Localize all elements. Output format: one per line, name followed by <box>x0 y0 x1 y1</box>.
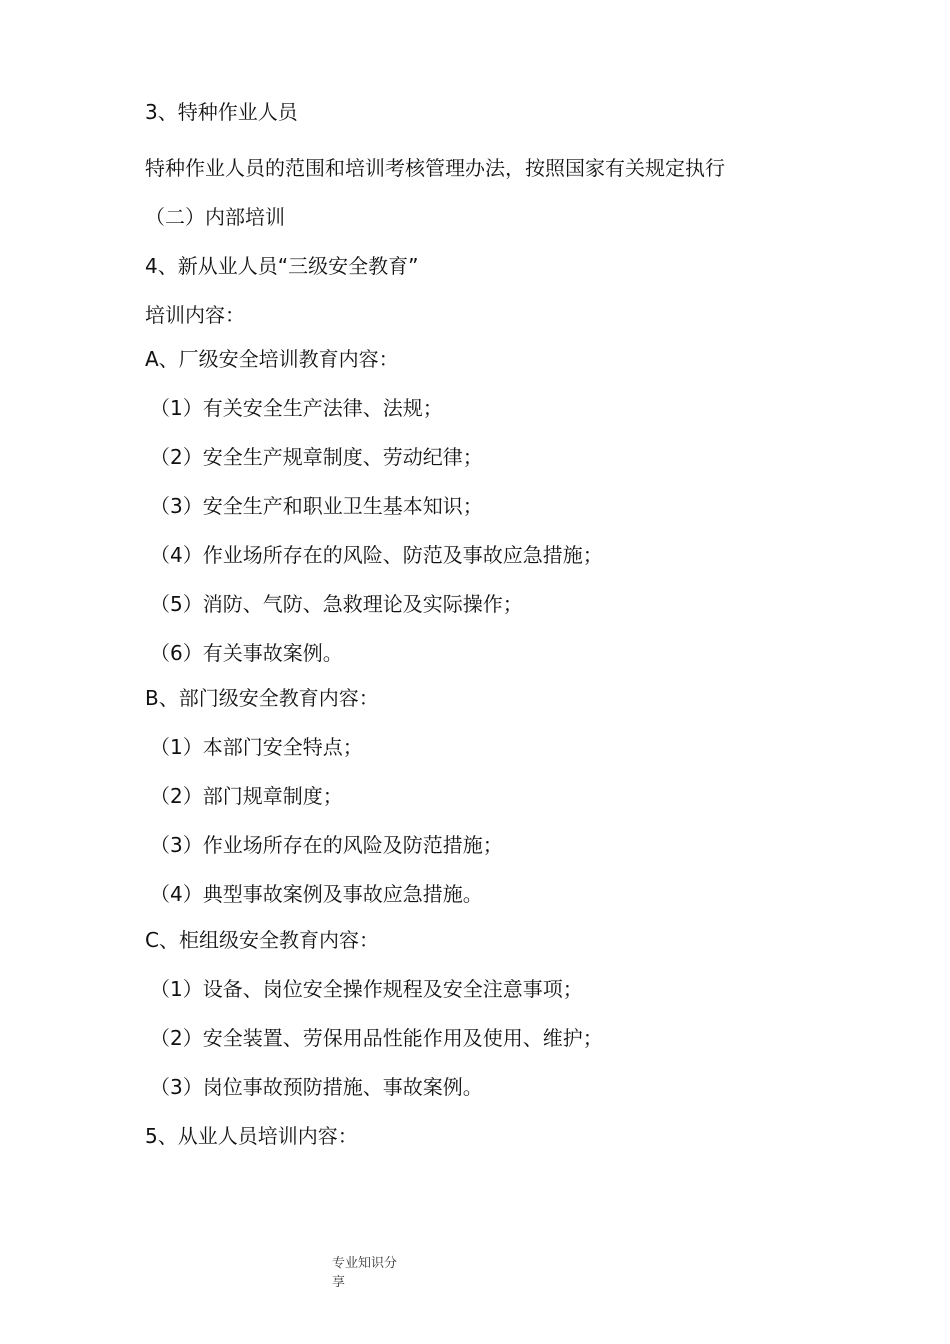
list-item: （1）本部门安全特点； <box>150 735 363 759</box>
list-item: （5）消防、气防、急救理论及实际操作； <box>150 592 523 616</box>
list-item: （3）作业场所存在的风险及防范措施； <box>150 833 503 857</box>
section-heading-5: 5、从业人员培训内容： <box>145 1124 358 1148</box>
list-item: （2）安全装置、劳保用品性能作用及使用、维护； <box>150 1026 603 1050</box>
list-item: （2）安全生产规章制度、劳动纪律； <box>150 445 483 469</box>
subheading-training-content: 培训内容： <box>145 303 245 327</box>
list-item: （4）典型事故案例及事故应急措施。 <box>150 882 483 906</box>
section-heading-3: 3、特种作业人员 <box>145 100 298 124</box>
page-footer: 专业知识分享 <box>332 1256 398 1290</box>
list-item: （4）作业场所存在的风险、防范及事故应急措施； <box>150 543 603 567</box>
paragraph-text: 特种作业人员的范围和培训考核管理办法，按照国家有关规定执行 <box>145 156 725 180</box>
list-item: （1）有关安全生产法律、法规； <box>150 396 443 420</box>
list-item: （3）安全生产和职业卫生基本知识； <box>150 494 483 518</box>
subheading-c: C、柜组级安全教育内容： <box>145 928 379 952</box>
list-item: （3）岗位事故预防措施、事故案例。 <box>150 1075 483 1099</box>
subheading-b: B、部门级安全教育内容： <box>145 686 379 710</box>
subheading-a: A、厂级安全培训教育内容： <box>145 347 399 371</box>
section-heading-internal-training: （二）内部培训 <box>145 205 285 229</box>
list-item: （6）有关事故案例。 <box>150 641 343 665</box>
section-heading-4: 4、新从业人员“三级安全教育” <box>145 254 419 278</box>
list-item: （2）部门规章制度； <box>150 784 343 808</box>
list-item: （1）设备、岗位安全操作规程及安全注意事项； <box>150 977 583 1001</box>
